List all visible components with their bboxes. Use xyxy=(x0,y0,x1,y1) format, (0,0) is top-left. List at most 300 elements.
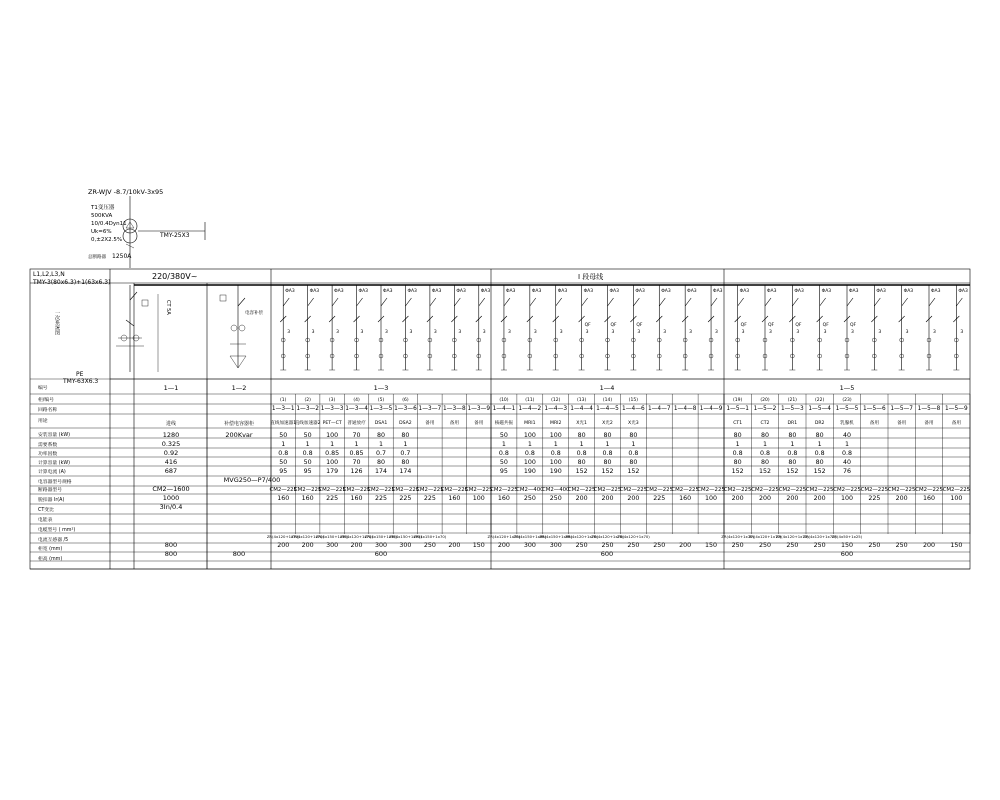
cell-trip: 100 xyxy=(705,495,718,502)
feeder-branch xyxy=(926,285,941,370)
cell-cable: ZR(4x150+1x95) xyxy=(315,534,349,539)
pe-spec: TMY-63X6.3 xyxy=(63,378,99,385)
cell-ct: 300 xyxy=(399,542,412,549)
pole-tag: 3 xyxy=(933,330,936,335)
qf-tag: QF xyxy=(795,323,802,328)
panel-1-1-diagram xyxy=(116,285,171,372)
breaker-contact xyxy=(902,298,908,306)
cell-breaker: CM2—225 xyxy=(367,487,395,493)
cell-trip: 160 xyxy=(301,495,314,502)
cell-circuit-ids: 1—5—5 xyxy=(835,406,859,412)
cell-capacity: 100 xyxy=(326,432,339,439)
row-label: 断路器型号 xyxy=(38,488,62,493)
cell-calc-kw: 80 xyxy=(629,459,638,466)
branch-tag: (13) xyxy=(576,398,587,403)
cell-calc-kw: 50 xyxy=(499,459,508,466)
pole-tag: 3 xyxy=(533,330,537,335)
cell-breaker: CM2—225 xyxy=(942,487,971,493)
cell-trip: 100 xyxy=(472,495,485,502)
cell-circuit-ids: 1—5—8 xyxy=(917,406,941,412)
cell-trip: 160 xyxy=(922,495,936,502)
breaker-contact xyxy=(332,298,338,306)
cell-ct: 200 xyxy=(277,542,290,549)
branch-tag: (10) xyxy=(499,398,509,403)
cell-trip: 250 xyxy=(549,495,562,502)
cell-calc-kw: 80 xyxy=(733,459,742,466)
cell-ct: 200 xyxy=(497,542,510,549)
cell-calc-kw: 50 xyxy=(303,459,312,466)
pole-tag: 3 xyxy=(905,330,909,335)
pole-tag: 3 xyxy=(637,330,641,335)
feeder-branch xyxy=(817,285,832,370)
panel-id-1-1: 1—1 xyxy=(163,384,179,392)
pole-tag: 3 xyxy=(823,330,827,335)
cell-pf: 0.8 xyxy=(524,450,535,457)
cell-ct: 250 xyxy=(731,542,744,549)
cell-circuit-names: 直线加速器1 xyxy=(270,421,297,426)
breaker-contact xyxy=(738,298,744,306)
cell-circuit-names: 直线加速器2 xyxy=(294,421,321,426)
cell-circuit-ids: 1—5—2 xyxy=(753,406,777,412)
cell-circuit-ids: 1—4—2 xyxy=(518,406,542,412)
feeder-branch xyxy=(605,285,620,370)
row-label: 功率因数 xyxy=(38,452,58,457)
p2-name: 补偿电容器柜 xyxy=(223,421,255,427)
breaker-contact xyxy=(929,298,935,306)
qf-tag: QF xyxy=(768,323,775,328)
p2-capacity: 200Kvar xyxy=(225,431,253,439)
cell-circuit-ids: 1—5—9 xyxy=(944,406,968,412)
row-label: 电容器型号规格 xyxy=(38,480,72,485)
cell-circuit-ids: 1—3—2 xyxy=(296,406,320,412)
cell-breaker: CM2—225 xyxy=(567,487,596,493)
cell-ct: 300 xyxy=(549,542,562,549)
cell-pf: 0.8 xyxy=(759,450,771,457)
voltage-label: 220/380V~ xyxy=(152,272,198,281)
cell-calc-kw: 50 xyxy=(279,459,288,466)
cell-demand: 1 xyxy=(631,441,636,448)
cell-ct: 300 xyxy=(523,542,536,549)
breaker-contact xyxy=(633,298,639,306)
meter-tag: ΦA3 xyxy=(876,289,886,294)
feeder-branch xyxy=(501,285,516,370)
cell-pf: 0.8 xyxy=(498,450,509,457)
pole-tag: 3 xyxy=(385,330,388,335)
cell-pf: 0.8 xyxy=(302,450,313,457)
cell-circuit-names: 核磁共振 xyxy=(494,421,514,426)
cell-circuit-names: DR2 xyxy=(814,421,825,426)
qf-tag: QF xyxy=(740,323,747,328)
cell-circuit-ids: 1—4—7 xyxy=(647,406,671,412)
branch-tag: (23) xyxy=(842,398,852,403)
cell-calc-kw: 80 xyxy=(401,459,410,466)
cell-circuit-names: CT1 xyxy=(733,421,743,426)
cell-demand: 1 xyxy=(844,441,850,448)
pole-tag: 3 xyxy=(287,330,291,335)
cell-pf: 0.8 xyxy=(841,450,853,457)
cell-circuit-ids: 1—5—7 xyxy=(890,406,914,412)
cell-circuit-names: PET—CT xyxy=(322,421,342,426)
row-label: 电缆型号 ( mm²) xyxy=(38,528,76,533)
cell-circuit-names: X光3 xyxy=(628,421,639,426)
cell-capacity: 80 xyxy=(788,432,797,439)
cell-calc-a: 126 xyxy=(350,468,363,475)
cell-circuit-ids: 1—3—6 xyxy=(394,406,417,412)
cell-ct: 150 xyxy=(705,542,718,549)
cell-circuit-ids: 1—4—5 xyxy=(596,406,619,412)
meter-tag: ΦA3 xyxy=(635,289,645,294)
cell-breaker: CM2—225 xyxy=(723,487,752,493)
cell-breaker: CM2—400 xyxy=(516,487,544,493)
pole-tag: 3 xyxy=(960,330,964,335)
breaker-contact xyxy=(685,298,691,306)
cell-circuit-names: MRI2 xyxy=(550,421,562,426)
cell-trip: 225 xyxy=(423,495,436,502)
p1-ct: 800 xyxy=(164,541,178,549)
branch-tag: (15) xyxy=(628,398,639,403)
cell-ct: 250 xyxy=(868,542,881,549)
cell-breaker: CM2—225 xyxy=(805,487,834,493)
width-1-4: 600 xyxy=(600,550,614,558)
cell-cable: ZR(4x120+1x70) xyxy=(803,534,837,539)
cell-circuit-ids: 1—5—1 xyxy=(726,406,750,412)
cell-circuit-ids: 1—4—8 xyxy=(673,406,697,412)
cell-circuit-ids: 1—3—3 xyxy=(320,406,344,412)
feeder-branch xyxy=(762,285,777,370)
cell-circuit-names: X光1 xyxy=(576,421,587,426)
meter-tag: ΦA3 xyxy=(687,289,697,294)
p2-cap-spec: MVG250—P7/400 xyxy=(223,476,281,484)
cell-ct: 200 xyxy=(922,542,936,549)
cell-cable: ZR(4x120+1x70) xyxy=(775,534,809,539)
cell-circuit-ids: 1—4—9 xyxy=(699,406,723,412)
cell-cable: ZR(4x150+1x95) xyxy=(364,534,398,539)
meter-tag: ΦA3 xyxy=(358,289,369,294)
cell-demand: 1 xyxy=(527,441,532,448)
cell-circuit-names: MRI1 xyxy=(524,421,536,426)
breaker-contact xyxy=(956,298,962,306)
qf-tag: QF xyxy=(636,323,643,328)
cell-circuit-names: 备用 xyxy=(924,421,934,426)
cell-calc-kw: 80 xyxy=(815,459,824,466)
cell-capacity: 50 xyxy=(499,432,508,439)
pe-label: PE xyxy=(76,371,84,378)
cell-trip: 100 xyxy=(950,495,963,502)
pole-tag: 3 xyxy=(663,330,667,335)
cell-pf: 0.8 xyxy=(602,450,613,457)
feeder-branch xyxy=(899,285,914,370)
row-label: 用途 xyxy=(38,419,48,424)
meter-tag: ΦA3 xyxy=(821,289,832,294)
panel-id-1-4: 1—4 xyxy=(599,384,615,392)
panel-ids xyxy=(164,384,855,392)
tx-breaker: 总断路器 xyxy=(88,255,106,260)
cell-capacity: 80 xyxy=(733,432,742,439)
qf-tag: QF xyxy=(850,323,857,328)
cell-ct: 250 xyxy=(813,542,826,549)
cell-ct: 300 xyxy=(374,542,388,549)
meter-tag: ΦA3 xyxy=(334,289,344,294)
cell-pf: 0.8 xyxy=(628,450,639,457)
panel-1-2-diagram xyxy=(220,285,263,368)
cell-capacity: 40 xyxy=(842,432,852,439)
pole-tag: 3 xyxy=(458,330,462,335)
cell-trip: 160 xyxy=(277,495,290,502)
cell-demand: 1 xyxy=(790,441,795,448)
ct-label: CT 5A xyxy=(165,300,171,315)
cell-trip: 160 xyxy=(448,495,461,502)
branch-tag: (5) xyxy=(377,398,385,403)
row-label: 电能表 xyxy=(38,518,53,523)
cell-pf: 0.8 xyxy=(787,450,798,457)
cell-breaker: CM2—225 xyxy=(697,487,725,493)
branch-tag: (22) xyxy=(815,398,825,403)
cell-cable: ZR(4x120+1x70) xyxy=(266,534,300,539)
cell-capacity: 70 xyxy=(352,432,361,439)
cell-calc-a: 152 xyxy=(758,468,772,475)
tx-busbar: TMY-25X3 xyxy=(160,232,190,239)
row-label: 回路名称 xyxy=(38,408,58,413)
branch-tag: (11) xyxy=(525,398,535,403)
cell-calc-kw: 80 xyxy=(577,459,586,466)
feeder-branch xyxy=(280,285,295,370)
breaker-contact xyxy=(792,298,798,306)
meter-tag: ΦA3 xyxy=(557,289,568,294)
cell-circuit-ids: 1—3—4 xyxy=(345,406,368,412)
cell-cable: ZR(4x120+1x70) xyxy=(291,534,325,539)
pole-tag: 3 xyxy=(409,330,413,335)
cell-trip: 225 xyxy=(374,495,388,502)
cell-cable: ZR(4x120+1x70) xyxy=(748,534,782,539)
meter-tag: ΦA3 xyxy=(383,289,393,294)
row-label: 脱扣器 Ir(A) xyxy=(38,498,65,503)
cell-demand: 1 xyxy=(553,441,558,448)
branch-tag: (4) xyxy=(353,398,360,403)
cell-capacity: 80 xyxy=(815,432,824,439)
p1-breaker: CM2—1600 xyxy=(152,485,190,493)
cell-calc-kw: 70 xyxy=(352,459,361,466)
meter-tag: ΦA3 xyxy=(849,289,859,294)
cell-calc-a: 152 xyxy=(731,468,744,475)
cell-pf: 0.8 xyxy=(576,450,587,457)
cell-ct: 200 xyxy=(301,542,314,549)
cell-trip: 225 xyxy=(868,495,881,502)
cell-breaker: CM2—225 xyxy=(391,487,420,493)
cell-circuit-names: DR1 xyxy=(787,421,798,426)
cell-capacity: 50 xyxy=(279,432,288,439)
cell-breaker: CM2—225 xyxy=(593,487,622,493)
cell-calc-kw: 100 xyxy=(549,459,562,466)
qf-tag: QF xyxy=(584,323,591,328)
pole-tag: 3 xyxy=(769,330,772,335)
pole-tag: 3 xyxy=(611,330,615,335)
p2-width: 800 xyxy=(232,550,246,558)
feeder-branch xyxy=(789,285,804,370)
pole-tag: 3 xyxy=(689,330,693,335)
p1-pf: 0.92 xyxy=(163,449,179,457)
cell-demand: 1 xyxy=(735,441,740,448)
pole-tag: 3 xyxy=(360,330,364,335)
cell-demand: 1 xyxy=(762,441,768,448)
tx-tap: 0,±2X2.5% xyxy=(91,237,123,243)
cell-breaker: CM2—225 xyxy=(915,487,943,493)
cap-label: 电容补偿 xyxy=(245,311,263,316)
feeder-branch xyxy=(305,285,320,370)
cell-breaker: CM2—225 xyxy=(293,487,322,493)
cell-trip: 225 xyxy=(653,495,666,502)
pole-tag: 3 xyxy=(311,330,315,335)
cell-pf: 0.7 xyxy=(375,450,387,457)
cell-cable: ZR(4x150+1x70) xyxy=(413,534,447,539)
breaker-contact xyxy=(430,298,436,306)
qf-tag: QF xyxy=(822,323,829,328)
pole-tag: 3 xyxy=(433,330,437,335)
feeder-branch xyxy=(354,285,369,370)
cell-circuit-ids: 1—5—3 xyxy=(780,406,804,412)
meter-tag: ΦA3 xyxy=(309,289,320,294)
feeder-branch xyxy=(329,285,344,370)
cell-circuit-names: 备用 xyxy=(951,421,961,426)
pole-tag: 3 xyxy=(741,330,745,335)
cell-trip: 100 xyxy=(840,495,854,502)
cell-cable: ZR(4x120+1x70) xyxy=(340,534,373,539)
busbar-spec: TMY-3(80x6.3)+1(63x6.3) xyxy=(33,279,111,286)
cell-demand: 1 xyxy=(579,441,584,448)
cell-breaker: CM2—225 xyxy=(619,487,648,493)
branch-tag: (21) xyxy=(787,398,797,403)
section-label: I 段母线 xyxy=(578,273,604,281)
feeder-branch xyxy=(476,285,491,370)
cell-calc-a: 152 xyxy=(575,468,588,475)
feeder-branch xyxy=(579,285,594,370)
breaker-contact xyxy=(556,298,562,306)
meter-tag: ΦA3 xyxy=(767,289,777,294)
panel-id-1-2: 1—2 xyxy=(231,384,247,392)
feeder-branch xyxy=(527,285,542,370)
row-label: 电流互感器 /5 xyxy=(38,538,69,543)
feeder-branch xyxy=(953,285,968,370)
p1-trip: 1000 xyxy=(162,494,180,502)
cell-circuit-ids: 1—5—6 xyxy=(862,406,886,412)
breaker-contact xyxy=(454,298,460,306)
cell-breaker: CM2—225 xyxy=(416,487,444,493)
cell-trip: 200 xyxy=(895,495,908,502)
cell-ct: 250 xyxy=(575,542,588,549)
cell-calc-a: 179 xyxy=(326,468,339,475)
row-label: 编号 xyxy=(38,386,48,391)
pole-tag: 3 xyxy=(851,330,854,335)
p1-width: 800 xyxy=(164,550,178,558)
cell-trip: 200 xyxy=(813,495,826,502)
cell-circuit-names: 乳腺机 xyxy=(840,421,854,426)
width-1-5: 600 xyxy=(840,550,854,558)
breaker-contact xyxy=(479,298,485,306)
meter-tag: ΦA3 xyxy=(794,289,804,294)
cell-demand: 1 xyxy=(354,441,359,448)
cell-demand: 1 xyxy=(605,441,610,448)
cell-calc-kw: 40 xyxy=(842,459,852,466)
cell-ct: 300 xyxy=(326,542,339,549)
cell-breaker: CM2—225 xyxy=(440,487,469,493)
cell-trip: 200 xyxy=(627,495,640,502)
cell-breaker: CM2—225 xyxy=(269,487,297,493)
cell-cable: ZR(4x120+1x70) xyxy=(487,534,521,539)
cell-ct: 250 xyxy=(653,542,666,549)
feeder-branch xyxy=(871,285,886,370)
row-label: 柜高 (mm) xyxy=(38,557,63,562)
panel-id-1-5: 1—5 xyxy=(839,384,855,392)
cell-breaker: CM2—225 xyxy=(751,487,779,493)
pole-tag: 3 xyxy=(878,330,882,335)
p1-capacity: 1280 xyxy=(162,431,180,439)
cell-pf: 0.7 xyxy=(400,450,411,457)
cell-ct: 200 xyxy=(350,542,363,549)
cell-calc-kw: 80 xyxy=(376,459,386,466)
cell-calc-a: 174 xyxy=(399,468,412,475)
cell-capacity: 80 xyxy=(376,432,386,439)
cell-demand: 1 xyxy=(281,441,286,448)
cell-calc-a: 152 xyxy=(601,468,614,475)
cell-capacity: 100 xyxy=(549,432,562,439)
breaker-contact xyxy=(308,298,314,306)
pole-tag: 3 xyxy=(796,330,800,335)
cell-breaker: CM2—225 xyxy=(490,487,518,493)
cell-cable: ZR(4x150+1x95) xyxy=(513,534,547,539)
meter-tag: ΦA3 xyxy=(583,289,594,294)
cell-ct: 250 xyxy=(758,542,772,549)
cell-breaker: CM2—225 xyxy=(671,487,699,493)
cell-trip: 160 xyxy=(497,495,510,502)
breaker-contact xyxy=(530,298,536,306)
breaker-contact xyxy=(874,298,880,306)
feeder-branch xyxy=(630,285,645,370)
breaker-contact xyxy=(711,298,717,306)
breaker-contact xyxy=(820,298,826,306)
breaker-contact xyxy=(608,298,614,306)
cell-ct: 200 xyxy=(679,542,692,549)
cell-circuit-ids: 1—4—3 xyxy=(544,406,568,412)
cell-calc-a: 190 xyxy=(549,468,562,475)
cell-circuit-ids: 1—3—5 xyxy=(369,406,393,412)
pole-tag: 3 xyxy=(585,330,589,335)
cell-breaker: CM2—400 xyxy=(541,487,570,493)
cell-trip: 200 xyxy=(731,495,744,502)
transformer-block xyxy=(88,188,205,268)
cell-circuit-names: 备用 xyxy=(449,421,459,426)
pole-tag: 3 xyxy=(336,330,339,335)
breaker-contact xyxy=(283,298,289,306)
cell-ct: 200 xyxy=(448,542,461,549)
cell-demand: 1 xyxy=(330,441,335,448)
cell-circuit-ids: 1—4—6 xyxy=(622,406,645,412)
cell-calc-a: 95 xyxy=(303,468,312,475)
cell-cable: ZR(4x120+1x70) xyxy=(616,534,650,539)
cell-cable: ZR(4x120+1x70) xyxy=(721,534,755,539)
meter-tag: ΦA3 xyxy=(713,289,723,294)
p1-calc-a: 687 xyxy=(164,467,178,475)
meter-tag: ΦA3 xyxy=(903,289,914,294)
cell-trip: 160 xyxy=(350,495,363,502)
meter-tag: ΦA3 xyxy=(531,289,542,294)
cell-trip: 225 xyxy=(399,495,412,502)
cell-calc-a: 95 xyxy=(499,468,508,475)
feeder-branch xyxy=(553,285,568,370)
feeder-branch xyxy=(708,285,723,370)
meter-tag: ΦA3 xyxy=(407,289,417,294)
cell-breaker: CM2—225 xyxy=(342,487,371,493)
cell-breaker: CM2—225 xyxy=(645,487,674,493)
cell-capacity: 80 xyxy=(629,432,638,439)
